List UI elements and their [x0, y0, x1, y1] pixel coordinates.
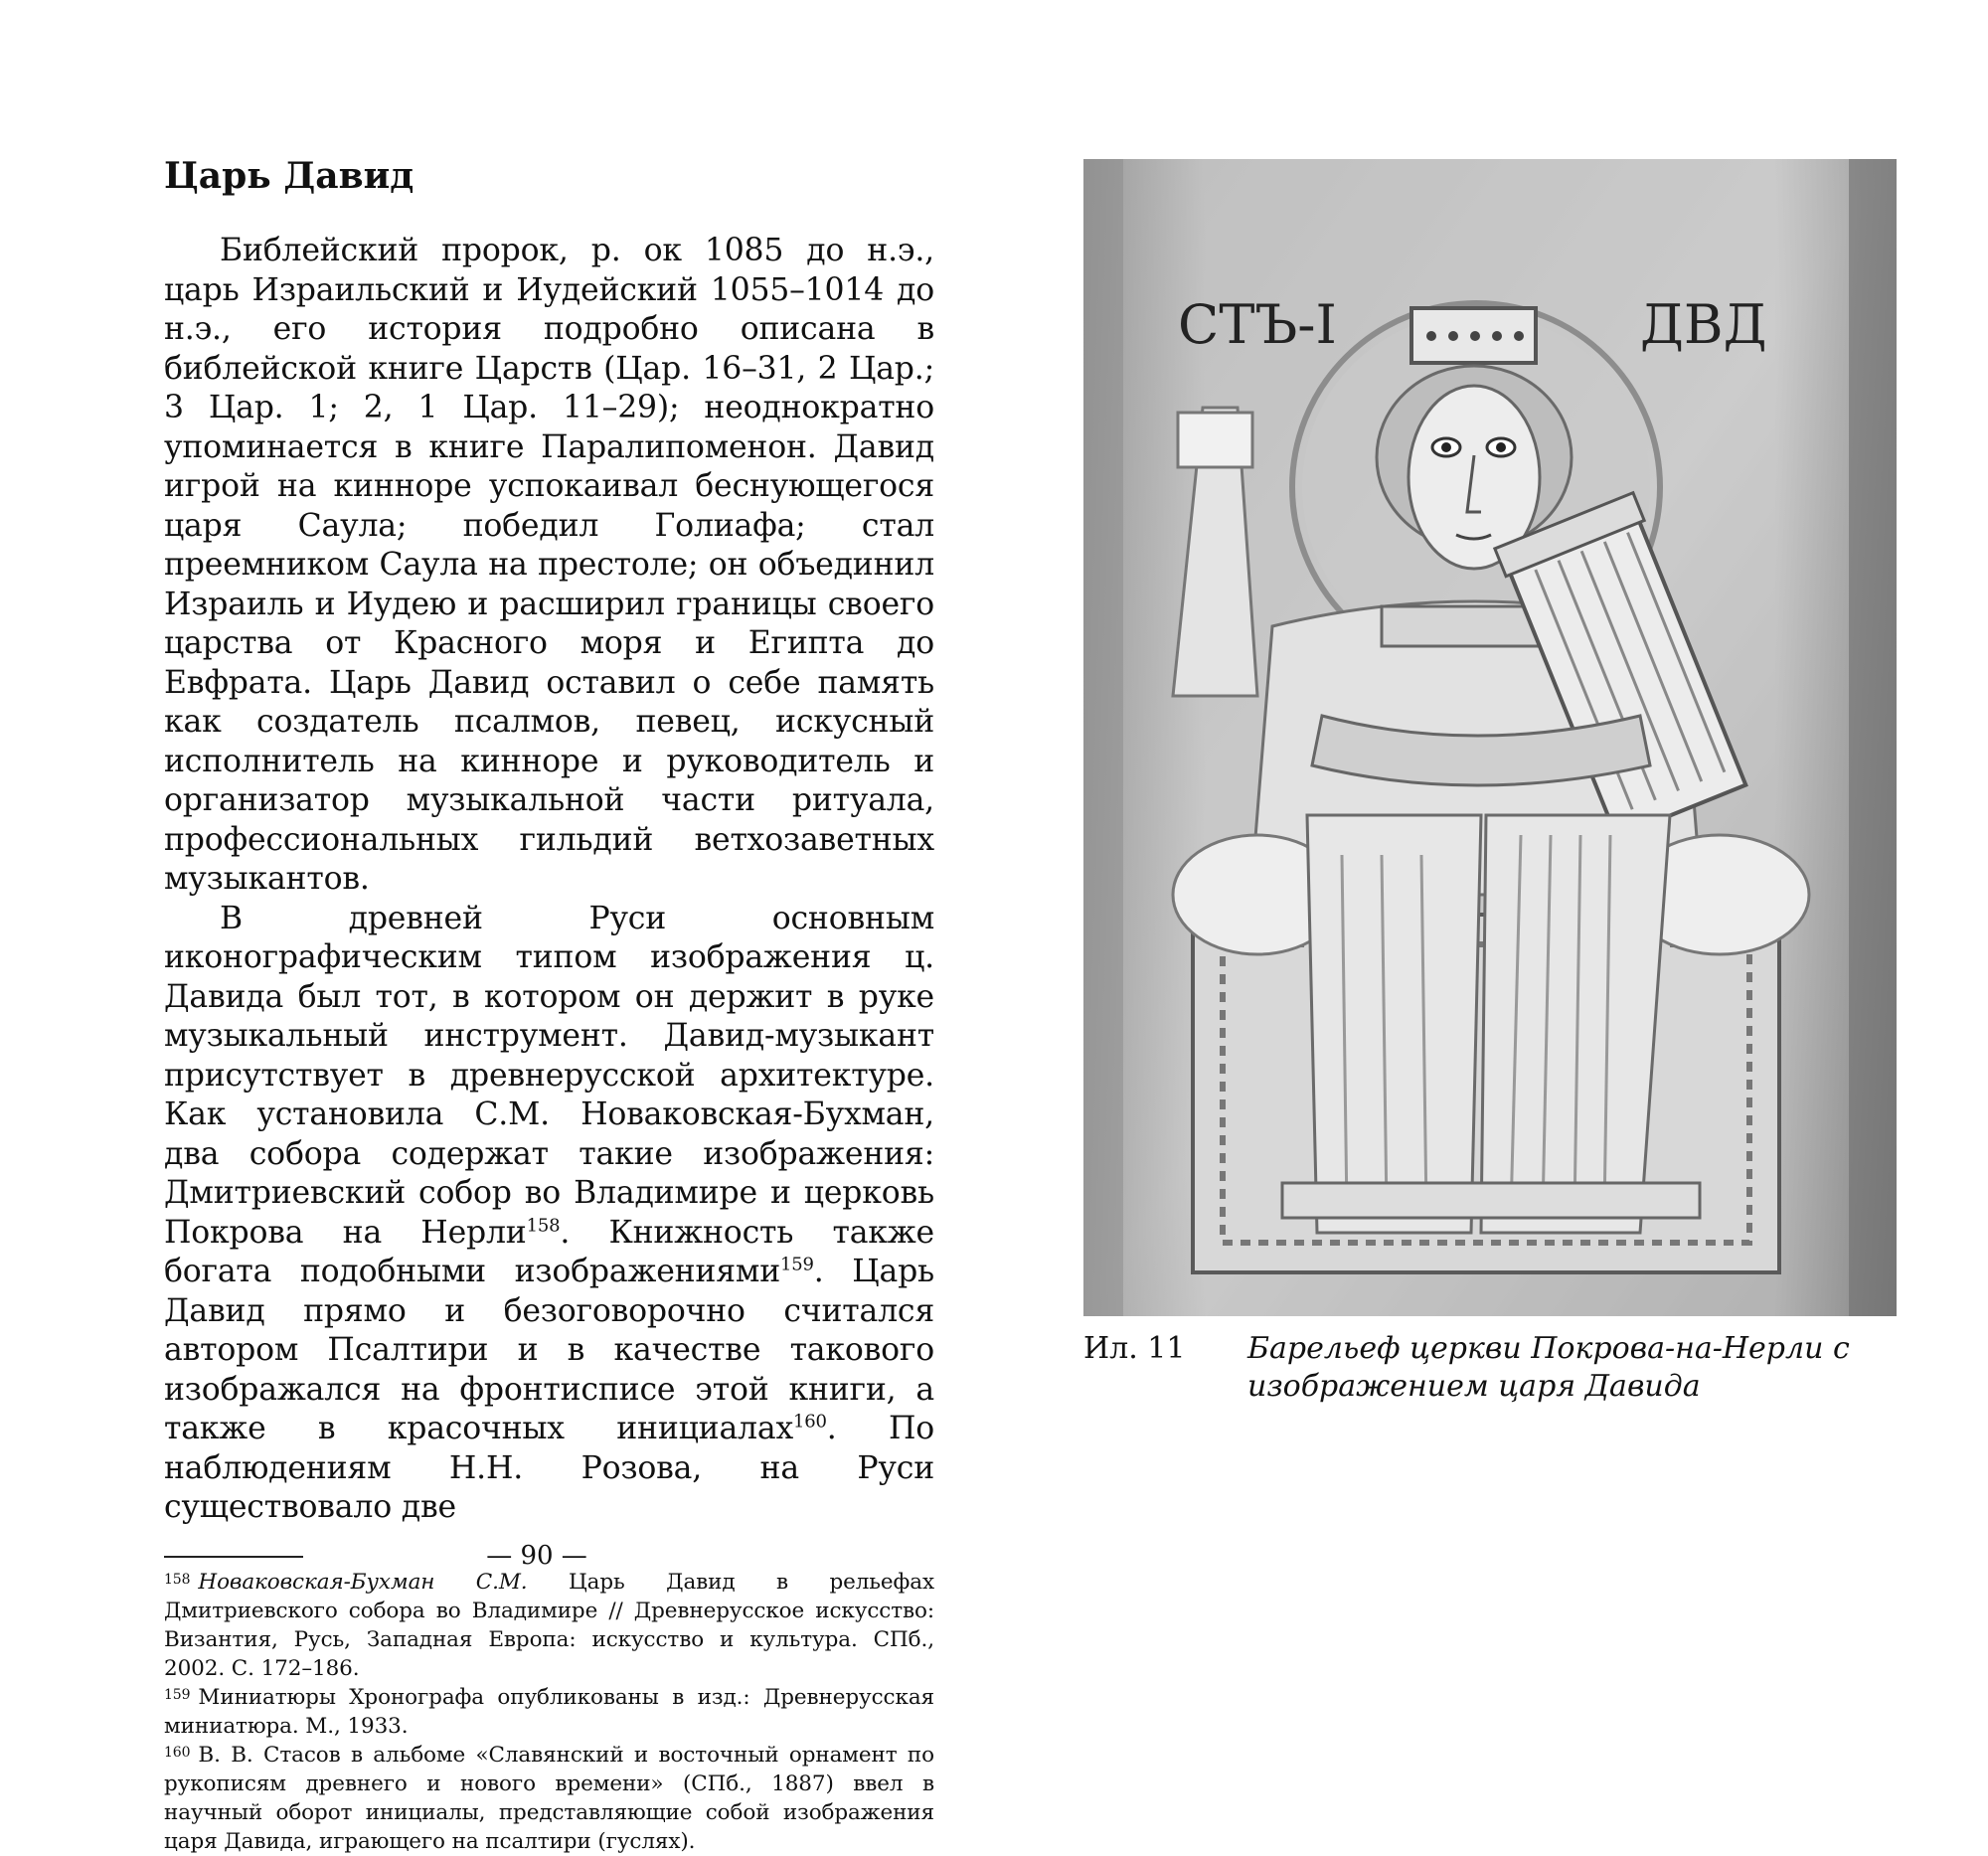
relief-illustration: [1083, 159, 1897, 1316]
paragraph-1: Библейский пророк, р. ок 1085 до н.э., царь Израильский и Иудейский 1055–1014 до н.э., его история подробно описана в библейской книге Царств (Цар. 16–31, 2 Цар.; 3 Цар. 1; 2, 1 Цар. 11–29); неоднократно упоминается в книге Паралипоменон. Давид игрой на кинноре успокаивал беснующегося царя Саула; победил Голиафа; стал преемником Саула на престоле; он объединил Израиль и Иудею и расширил границы своего царства от Красного моря и Египта до Евфрата. Царь Давид оставил о себе память как создатель псалмов, певец, искусный исполнитель на кинноре и руководитель и организатор музыкальной части ритуала, профессиональных гильдий ветхозаветных музыкантов.: [164, 233, 934, 897]
footnote-text: Миниатюры Хронографа опубликованы в изд.: Древнерусская миниатюра. М., 1933.: [164, 1684, 934, 1739]
footnote-divider: [164, 1556, 303, 1558]
footnote-160: [164, 1741, 934, 1856]
figure-label: Ил. 11: [1083, 1331, 1186, 1366]
footnote-text: Царь Давид в рельефах Дмитриевского собора во Владимире // Древнерусское искусство: Византия, Русь, Западная Европа: искусство и культура. СПб., 2002. С. 172–186.: [164, 1569, 934, 1681]
bas-relief-photo: [1083, 159, 1897, 1316]
page-number: — 90 —: [486, 1541, 587, 1571]
footnote-text: В. В. Стасов в альбоме «Славянский и восточный орнамент по рукописям древнего и нового времени» (СПб., 1887) ввел в научный оборот инициалы, представляющие собой изображения царя Давида, играющего на псалтири (гуслях).: [164, 1742, 934, 1854]
paragraph-2-part-3: . Царь Давид прямо и безоговорочно считался автором Псалтири и в качестве такового изображался на фронтисписе этой книги, а также в красочных инициалах: [164, 1254, 934, 1446]
paragraph-2-part-1: В древней Руси основным иконографическим типом изображения ц. Давида был тот, в котором он держит в руке музыкальный инструмент. Давид-музыкант присутствует в древнерусской архитектуре. Как установила С.М. Новаковская-Бухман, два собора содержат такие изображения: Дмитриевский собор во Владимире и церковь Покрова на Нерли: [164, 900, 934, 1251]
footnote-ref-158[interactable]: 158: [526, 1215, 561, 1236]
section-heading: Царь Давид: [164, 155, 414, 197]
left-page: [164, 154, 934, 1856]
paragraph-2-part-4: . По наблюдениям Н.Н. Розова, на Руси существовало две: [164, 1411, 934, 1525]
paragraph-2-part-2: . Книжность также богата подобными изображениями: [164, 1214, 934, 1289]
paragraph-2: [164, 900, 934, 1528]
footnote-author: Новаковская-Бухман С.М.: [198, 1569, 528, 1595]
footnote-ref-159[interactable]: 159: [780, 1254, 814, 1275]
footnote-number: 160: [164, 1744, 191, 1761]
figure-caption: Барельеф церкви Покрова-на-Нерли с изображением царя Давида: [1247, 1331, 1850, 1404]
footnote-ref-160[interactable]: 160: [793, 1411, 827, 1433]
footnote-158: [164, 1568, 934, 1683]
footnote-number: 158: [164, 1571, 191, 1588]
footnote-number: 159: [164, 1686, 191, 1703]
inscription-left: СТЪ-І: [1178, 293, 1337, 356]
footnote-159: [164, 1683, 934, 1741]
inscription-right: ДВД: [1640, 293, 1767, 356]
